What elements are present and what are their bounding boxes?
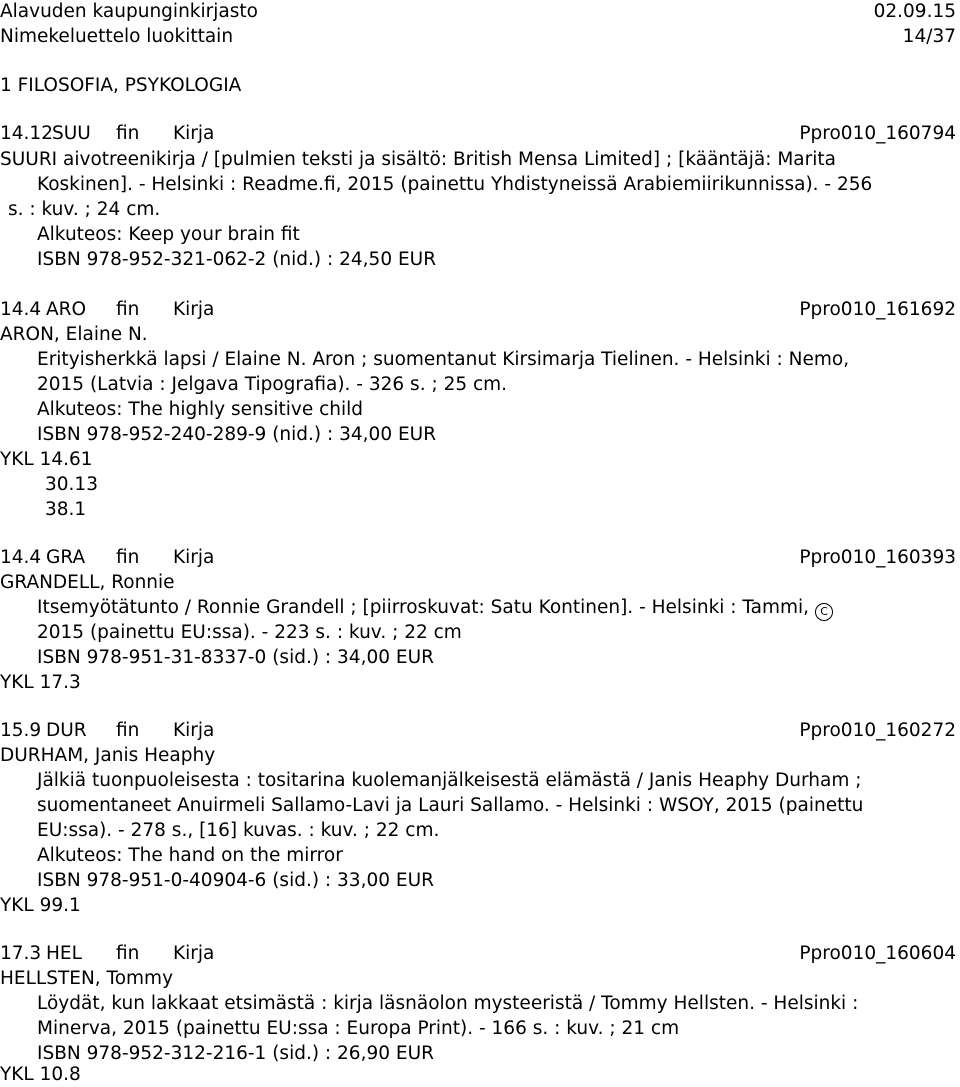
- library-name: Alavuden kaupunginkirjasto: [0, 1, 258, 22]
- entry-author: DURHAM, Janis Heaphy: [0, 745, 216, 766]
- entry-lang: fin: [116, 943, 140, 964]
- entry-lang: fin: [116, 123, 140, 144]
- entry-line: Löydät, kun lakkaat etsimästä : kirja läsnäolon mysteeristä / Tommy Hellsten. - Helsinki :: [37, 993, 859, 1014]
- entry-ykl: YKL 99.1: [0, 895, 81, 916]
- entry-id: Ppro010_160393: [799, 547, 956, 568]
- entry-code: HEL: [46, 943, 82, 964]
- copyright-icon: C: [815, 603, 833, 621]
- entry-author: GRANDELL, Ronnie: [0, 572, 175, 593]
- entry-line: 2015 (Latvia : Jelgava Tipografia). - 326 s. ; 25 cm.: [37, 374, 508, 395]
- entry-id: Ppro010_160604: [799, 943, 956, 964]
- entry-header: [0, 942, 960, 966]
- entry-class: 14.12: [0, 123, 53, 144]
- entry-id: Ppro010_161692: [799, 299, 956, 320]
- entry-ykl: 30.13: [45, 474, 98, 495]
- entry-author: HELLSTEN, Tommy: [0, 968, 174, 989]
- entry-line: suomentaneet Anuirmeli Sallamo-Lavi ja Lauri Sallamo. - Helsinki : WSOY, 2015 (painettu: [37, 795, 864, 816]
- entry-lang: fin: [116, 299, 140, 320]
- entry-id: Ppro010_160272: [799, 720, 956, 741]
- entry-line: Jälkiä tuonpuoleisesta : tositarina kuolemanjälkeisestä elämästä / Janis Heaphy Durham ;: [37, 770, 862, 791]
- entry-line: s. : kuv. ; 24 cm.: [8, 199, 161, 220]
- entry-line: Alkuteos: The hand on the mirror: [37, 845, 343, 866]
- entry-line: ISBN 978-951-31-8337-0 (sid.) : 34,00 EUR: [37, 647, 434, 668]
- entry-ykl: YKL 17.3: [0, 672, 81, 693]
- page-header-row-2: [0, 25, 960, 49]
- entry-type: Kirja: [173, 720, 215, 741]
- entry-lang: fin: [116, 720, 140, 741]
- entry-code: SUU: [52, 123, 91, 144]
- entry-header: [0, 298, 960, 322]
- entry-code: DUR: [46, 720, 87, 741]
- entry-ykl: YKL 10.8: [0, 1064, 81, 1085]
- entry-header: [0, 546, 960, 570]
- section-title: 1 FILOSOFIA, PSYKOLOGIA: [0, 75, 242, 96]
- entry-line: Itsemyötätunto / Ronnie Grandell ; [piirroskuvat: Satu Kontinen]. - Helsinki : Tammi,: [37, 597, 810, 618]
- entry-class: 14.4: [0, 299, 42, 320]
- entry-ykl: YKL 14.61: [0, 449, 93, 470]
- entry-header: [0, 719, 960, 743]
- entry-line: Erityisherkkä lapsi / Elaine N. Aron ; suomentanut Kirsimarja Tielinen. - Helsinki : Nemo,: [37, 349, 850, 370]
- entry-line: ISBN 978-952-240-289-9 (nid.) : 34,00 EUR: [37, 424, 437, 445]
- entry-line: SUURI aivotreenikirja / [pulmien teksti ja sisältö: British Mensa Limited] ; [kääntäjä: Marita: [0, 149, 836, 170]
- page-number: 14/37: [902, 26, 956, 47]
- entry-line: 2015 (painettu EU:ssa). - 223 s. : kuv. ; 22 cm: [37, 622, 462, 643]
- entry-lang: fin: [116, 547, 140, 568]
- entry-code: GRA: [46, 547, 86, 568]
- entry-type: Kirja: [173, 299, 215, 320]
- entry-ykl: 38.1: [45, 499, 87, 520]
- entry-type: Kirja: [173, 943, 215, 964]
- print-date: 02.09.15: [873, 1, 956, 22]
- entry-line: Minerva, 2015 (painettu EU:ssa : Europa Print). - 166 s. : kuv. ; 21 cm: [37, 1018, 680, 1039]
- entry-author: ARON, Elaine N.: [0, 324, 148, 345]
- entry-id: Ppro010_160794: [799, 123, 956, 144]
- entry-line: Alkuteos: Keep your brain fit: [37, 224, 300, 245]
- entry-code: ARO: [46, 299, 87, 320]
- entry-line-with-icon: [37, 596, 960, 620]
- entry-type: Kirja: [173, 547, 215, 568]
- entry-line: ISBN 978-951-0-40904-6 (sid.) : 33,00 EUR: [37, 870, 434, 891]
- entry-line: Alkuteos: The highly sensitive child: [37, 399, 364, 420]
- entry-class: 15.9: [0, 720, 42, 741]
- page-header-row-1: [0, 0, 960, 24]
- entry-class: 14.4: [0, 547, 42, 568]
- entry-line: Koskinen]. - Helsinki : Readme.fi, 2015 (painettu Yhdistyneissä Arabiemiirikunnissa). - 256: [37, 174, 873, 195]
- entry-class: 17.3: [0, 943, 42, 964]
- entry-line: EU:ssa). - 278 s., [16] kuvas. : kuv. ; 22 cm.: [37, 820, 440, 841]
- entry-header: [0, 122, 960, 146]
- entry-type: Kirja: [173, 123, 215, 144]
- list-title: Nimekeluettelo luokittain: [0, 26, 234, 47]
- entry-line: ISBN 978-952-312-216-1 (sid.) : 26,90 EUR: [37, 1043, 434, 1064]
- entry-line: ISBN 978-952-321-062-2 (nid.) : 24,50 EUR: [37, 249, 437, 270]
